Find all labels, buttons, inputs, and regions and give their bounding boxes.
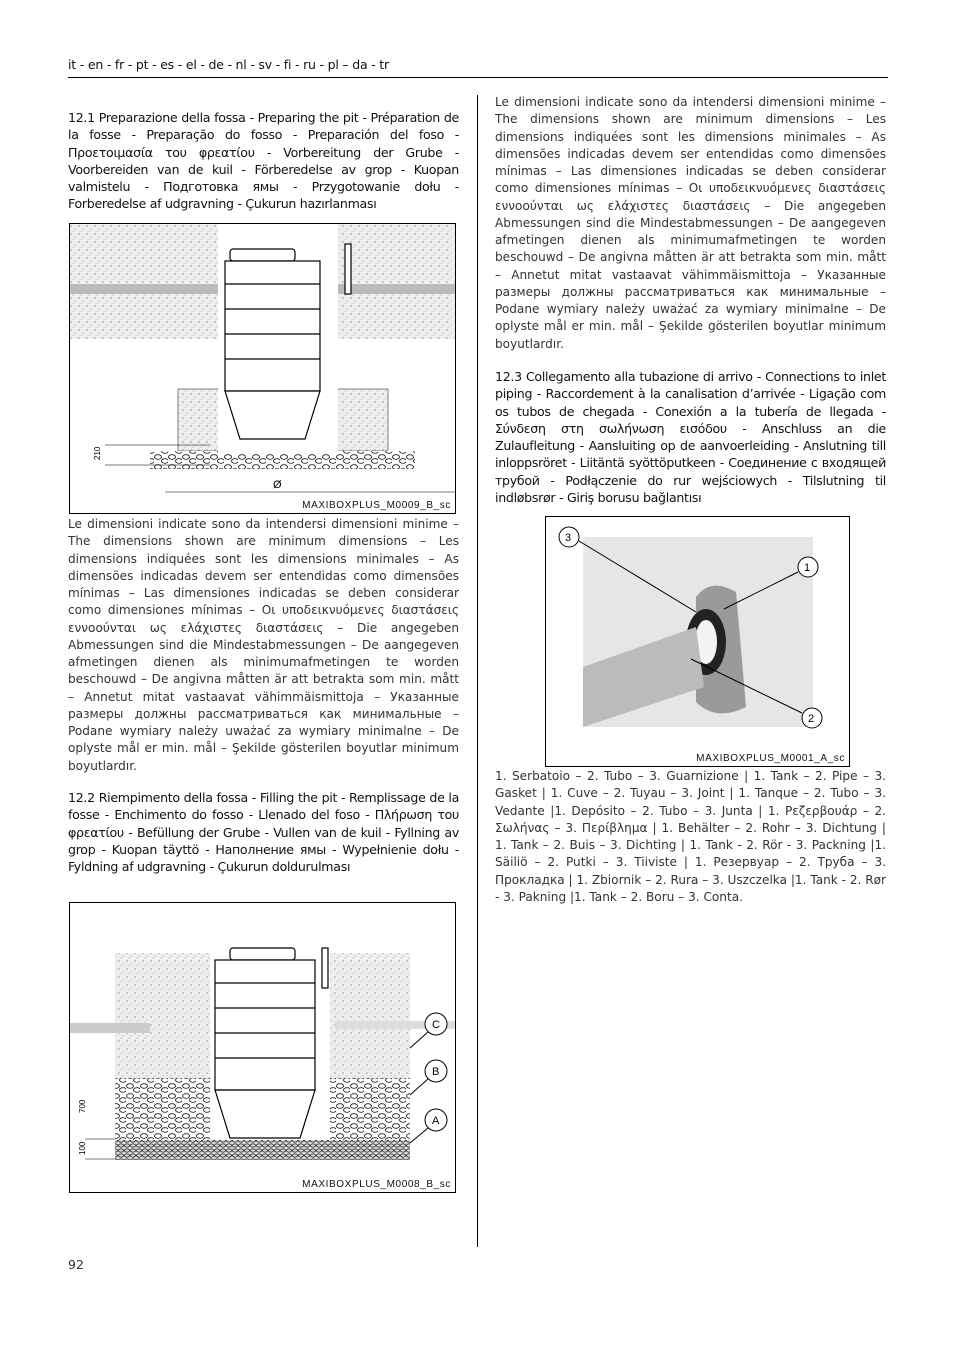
figure-caption: MAXIBOXPLUS_M0009_B_sc [302,500,451,511]
figure-inlet-connection [545,516,850,767]
column-divider [477,95,478,1247]
label-a: A [432,1115,440,1127]
section-12-1-text: Le dimensioni indicate sono da intendersi dimensioni minime – The dimensions shown are minimum dimensions – Les dimensions indiquées sont les dimensions minimales – As dimensões indicadas devem ser entendidas como dimensões mínimas – Las dimensiones indicadas se deben considerar como dimensiones mínimas – Οι υποδεικνυόμενες διαστάσεις εννοούνται ως ελάχιστες διαστάσεις – Die angegeben Abmessungen sind die Mindestabmessungen – De aangegeven afmetingen dienen als minimumafmetingen te worden beschouwd – De angivna måtten är att betrakta som min. mått – Annetut mitat vastaavat vähimmäismittoja – Указанные размеры должны рассматриваться как минимальные – Podane wymiary należy uważać za wymiary minimalne – De oplyste mål er min. mål – Şekilde gösterilen boyutlar minimum boyutlardır. [68,517,459,773]
dimensions-note-text: Le dimensioni indicate sono da intendersi dimensioni minime – The dimensions shown are minimum dimensions – Les dimensions indiquées sont les dimensions minimales – As dimensões indicadas devem ser entendidas como dimensões mínimas – Las dimensiones indicadas se deben considerar como dimensiones mínimas – Οι υποδεικνυόμενες διαστάσεις εννοούνται ως ελάχιστες διαστάσεις – Die angegeben Abmessungen sind die Mindestabmessungen – De aangegeven afmetingen dienen als minimumafmetingen te worden beschouwd – De angivna måtten är att betrakta som min. mått – Annetut mitat vastaavat vähimmäismittoja – Указанные размеры должны рассматриваться как минимальные – Podane wymiary należy uważać za wymiary minimalne – De oplyste mål er min. mål – Şekilde gösterilen boyutlar minimum boyutlardır. [495,95,886,351]
figure-caption: MAXIBOXPLUS_M0001_A_sc [696,753,845,764]
section-12-3-heading: 12.3 Collegamento alla tubazione di arrivo - Connections to inlet piping - Raccordement à la canalisation d’arrivée - Ligação com os tubos de chegada - Conexión a la tubería de llegada - Σύνδεση στη σωλήνωση εισόδου - Anschluss an die Zulaufleitung - Aansluiting op de aanvoerleiding - Anslutning till inloppsröret - Liitäntä syöttöputkeen - Соединение с входящей трубой - Podłączenie do rur wejściowych - Tilslutning til indløbsrør - Giriş borusu bağlantısı [495,369,886,505]
figure-caption: MAXIBOXPLUS_M0008_B_sc [302,1179,451,1190]
section-12-2-heading: 12.2 Riempimento della fossa - Filling the pit - Remplissage de la fosse - Enchimento do fosso - Llenado del foso - Πλήρωση του φρεατίου - Befüllung der Grube - Vullen van de kuil - Fyllning av grop - Kuopan täyttö - Наполнение ямы - Wypełnienie dołu - Fyldning af udgravning - Çukurun doldurulması [68,790,459,874]
dim-100-label: 100 [78,1141,87,1155]
label-2: 2 [808,713,815,725]
label-1: 1 [804,562,811,574]
dim-height-label: 210 [93,446,102,460]
label-3: 3 [565,532,572,544]
section-12-1-heading: 12.1 Preparazione della fossa - Preparing the pit - Préparation de la fosse - Preparação do fosso - Preparación del foso - Προετοιμασία του φρεατίου - Vorbereitung der Grube - Voorbereiden van de kuil - Förberedelse av grop - Kuopan valmistelu - Подготовка ямы - Przygotowanie dołu - Forberedelse af udgravning - Çukurun hazırlanması [68,110,459,212]
header-rule [68,77,888,78]
pit-preparation-diagram [70,224,455,513]
inlet-connection-photo [546,517,849,766]
label-b: B [432,1066,440,1078]
dim-diameter-label: Ø [273,479,282,491]
page-number: 92 [68,1257,84,1272]
figure-pit-preparation [69,223,456,514]
pit-filling-diagram [70,903,455,1192]
figure-pit-filling [69,902,456,1193]
label-c: C [432,1019,440,1031]
dim-700-label: 700 [78,1099,87,1113]
section-12-3-legend: 1. Serbatoio – 2. Tubo – 3. Guarnizione | 1. Tank – 2. Pipe – 3. Gasket | 1. Cuve – 2. Tuyau – 3. Joint | 1. Tanque – 2. Tubo – 3. Vedante |1. Depósito – 2. Tubo – 3. Junta | 1. Ρεζερβουάρ – 2. Σωλήνας – 3. Περίβλημα | 1. Behälter – 2. Rohr – 3. Dichtung | 1. Tank – 2. Buis – 3. Dichting | 1. Tank - 2. Rör - 3. Packning |1. Säiliö – 2. Putki – 3. Tiiviste | 1. Резервуар – 2. Труба – 3. Прокладка | 1. Zbiornik – 2. Rura – 3. Uszczelka |1. Tank - 2. Rør - 3. Pakning |1. Tank – 2. Boru – 3. Conta. [495,769,886,904]
language-header: it - en - fr - pt - es - el - de - nl - sv - fi - ru - pl – da - tr [68,57,389,72]
